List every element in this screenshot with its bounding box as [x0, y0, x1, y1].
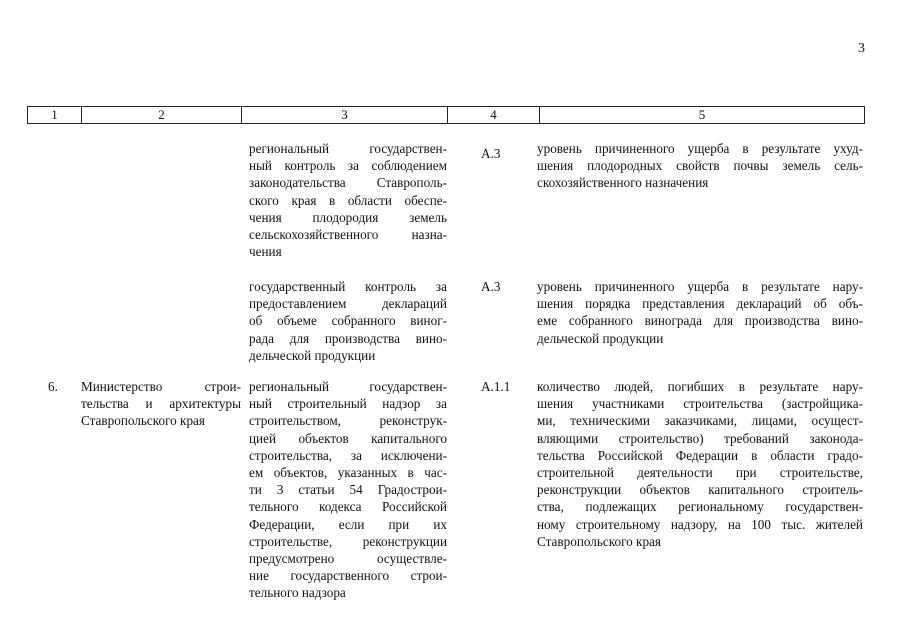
text-line: шения участниками строительства (застройщика-	[537, 396, 863, 412]
row2-indicator-description	[537, 278, 863, 347]
text-line: ному строительному надзору, на 100 тыс. жителей	[537, 516, 863, 532]
header-col-1: 1	[28, 107, 82, 124]
row1-indicator-code: А.3	[481, 146, 501, 161]
row3-indicator-code: А.1.1	[481, 379, 511, 394]
text-line: уровень причиненного ущерба в результате нару-	[537, 279, 863, 294]
text-line: дельческой продукции	[537, 330, 664, 346]
header-col-5: 5	[540, 107, 865, 124]
row1-control-type	[249, 140, 447, 260]
text-line: предусмотрено осуществле-	[249, 551, 447, 567]
text-line: Ставропольского края	[81, 413, 205, 429]
row3-number: 6.	[48, 379, 58, 394]
text-line: скохозяйственного назначения	[537, 175, 709, 191]
text-line: тельного надзора	[249, 585, 346, 601]
page-number: 3	[858, 41, 865, 56]
text-line: ми, техническими заказчиками, лицами, осущест-	[537, 413, 863, 429]
text-line: сельскохозяйственного назна-	[249, 227, 447, 243]
text-line: тельного кодекса Российской	[249, 499, 447, 515]
text-line: тельства Российской Федерации в области градо-	[537, 447, 863, 463]
text-line: Министерство строи-	[81, 379, 241, 394]
text-line: ный строительный надзор за	[249, 396, 447, 412]
text-line: региональный государствен-	[249, 141, 447, 156]
header-col-4: 4	[448, 107, 540, 124]
row3-control-type	[249, 378, 447, 602]
text-line: уровень причиненного ущерба в результате ухуд-	[537, 141, 863, 156]
row2-indicator-code: А.3	[481, 279, 501, 294]
column-number-header	[27, 106, 865, 124]
text-line: тельства и архитектуры	[81, 396, 241, 412]
text-line: ный контроль за соблюдением	[249, 158, 447, 174]
text-line: об объеме собранного виног-	[249, 313, 447, 329]
text-line: законодательства Ставрополь-	[249, 175, 447, 191]
text-line: Федерации, если при их	[249, 516, 447, 532]
text-line: вляющими строительство) требований законода-	[537, 430, 863, 446]
text-line: ти 3 статьи 54 Градострои-	[249, 482, 447, 498]
text-line: реконструкции объектов капитального строитель-	[537, 482, 863, 498]
row1-indicator-description	[537, 140, 863, 192]
text-line: предоставлением деклараций	[249, 296, 447, 312]
text-line: шения порядка представления деклараций об объ-	[537, 296, 863, 312]
row3-indicator-description	[537, 378, 863, 550]
row2-control-type	[249, 278, 447, 364]
text-line: строительстве, реконструкции	[249, 533, 447, 549]
text-line: государственный контроль за	[249, 279, 447, 294]
text-line: чения плодородия земель	[249, 209, 447, 225]
text-line: строительной деятельности при строительстве,	[537, 465, 863, 481]
text-line: чения	[249, 244, 282, 260]
text-line: ства, подлежащих региональному государствен-	[537, 499, 863, 515]
text-line: региональный государствен-	[249, 379, 447, 394]
header-row	[28, 107, 865, 124]
row3-authority	[81, 378, 241, 430]
header-col-2: 2	[82, 107, 242, 124]
text-line: еме собранного винограда для производства вино-	[537, 313, 863, 329]
text-line: дельческой продукции	[249, 347, 376, 363]
header-col-3: 3	[242, 107, 448, 124]
text-line: ние государственного строи-	[249, 568, 447, 584]
text-line: рада для производства вино-	[249, 330, 447, 346]
text-line: ем объектов, указанных в час-	[249, 465, 447, 481]
text-line: строительством, реконструк-	[249, 413, 447, 429]
text-line: ского края в области обеспе-	[249, 192, 447, 208]
text-line: шения плодородных свойств почвы земель сель-	[537, 158, 863, 174]
text-line: количество людей, погибших в результате нару-	[537, 379, 863, 394]
text-line: Ставропольского края	[537, 533, 661, 549]
text-line: строительства, за исключени-	[249, 447, 447, 463]
text-line: цией объектов капитального	[249, 430, 447, 446]
